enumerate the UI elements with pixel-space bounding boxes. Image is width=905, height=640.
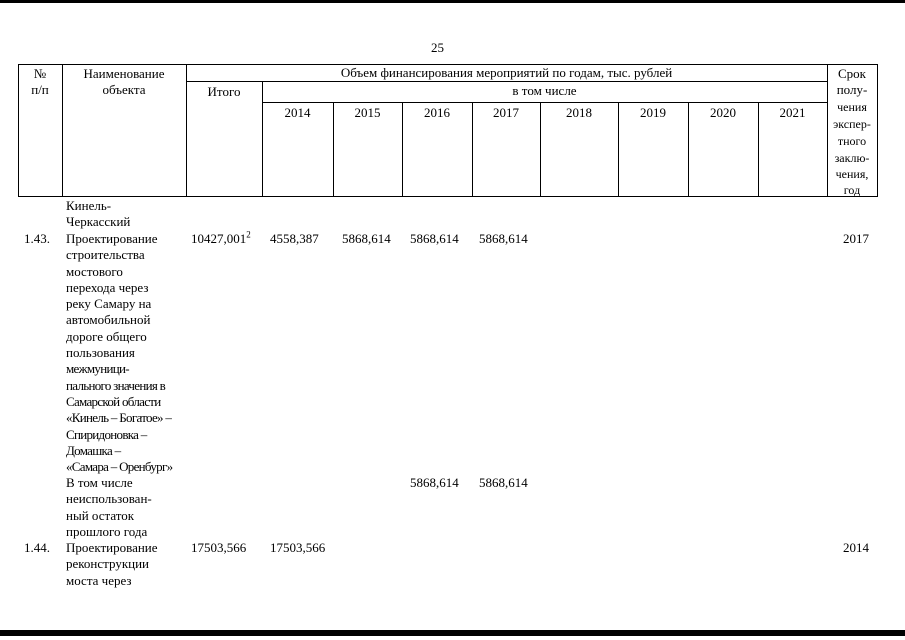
row-144-num: 1.44. bbox=[24, 540, 50, 555]
top-border bbox=[0, 0, 905, 3]
row-143-2016: 5868,614 bbox=[410, 231, 459, 246]
row-143-num: 1.43. bbox=[24, 231, 50, 246]
header-num-1: № bbox=[33, 66, 47, 81]
header-line-3 bbox=[262, 102, 827, 103]
row-143-sub-2016: 5868,614 bbox=[410, 475, 459, 490]
header-total: Итого bbox=[207, 84, 241, 99]
row-144-name: Проектирование реконструкции моста через bbox=[66, 540, 158, 588]
row-143-sub-2017: 5868,614 bbox=[479, 475, 528, 490]
page-number: 25 bbox=[431, 40, 444, 55]
vline-right bbox=[877, 64, 878, 197]
header-year-2018: 2018 bbox=[566, 105, 592, 120]
row-143-deadline: 2017 bbox=[843, 231, 869, 246]
header-funding: Объем финансирования мероприятий по годам, тыс. рублей bbox=[340, 65, 673, 80]
row-144-deadline: 2014 bbox=[843, 540, 869, 555]
footnote-mark: 2 bbox=[246, 229, 251, 240]
header-year-2017: 2017 bbox=[493, 105, 519, 120]
header-including: в том числе bbox=[512, 83, 577, 98]
row-143-2014: 4558,387 bbox=[270, 231, 319, 246]
header-name-1: Наименование bbox=[83, 66, 165, 81]
header-line-2 bbox=[186, 81, 827, 82]
prev-row-name-tail: Кинель- Черкасский bbox=[66, 198, 131, 230]
row-143-total: 10427,001$^2$ bbox=[191, 229, 251, 246]
row-143-sub-name: В том числе неиспользован- ный остаток прошлого года bbox=[66, 475, 152, 539]
header-num-2: п/п bbox=[31, 82, 49, 97]
header-year-2015: 2015 bbox=[354, 105, 381, 120]
row-144-2014: 17503,566 bbox=[270, 540, 326, 555]
header-year-2016: 2016 bbox=[424, 105, 450, 120]
header-bottom-line bbox=[18, 196, 878, 197]
header-year-2014: 2014 bbox=[284, 105, 311, 120]
header-year-2019: 2019 bbox=[640, 105, 666, 120]
header-year-2021: 2021 bbox=[779, 105, 806, 120]
row-144-total: 17503,566 bbox=[191, 540, 247, 555]
row-143-2017: 5868,614 bbox=[479, 231, 528, 246]
bottom-border bbox=[0, 630, 905, 636]
header-name-2: объекта bbox=[102, 82, 146, 97]
row-143-name: Проектирование строительства мостового перехода через реку Самару на автомобильной дороге общего пользования межмуници- пального значения в Самарской области «Кинель – Богатое» – Спиридоновка – Домашка – «Самара – Оренбург» bbox=[66, 231, 173, 475]
header-year-2020: 2020 bbox=[710, 105, 736, 120]
row-143-2015: 5868,614 bbox=[342, 231, 391, 246]
